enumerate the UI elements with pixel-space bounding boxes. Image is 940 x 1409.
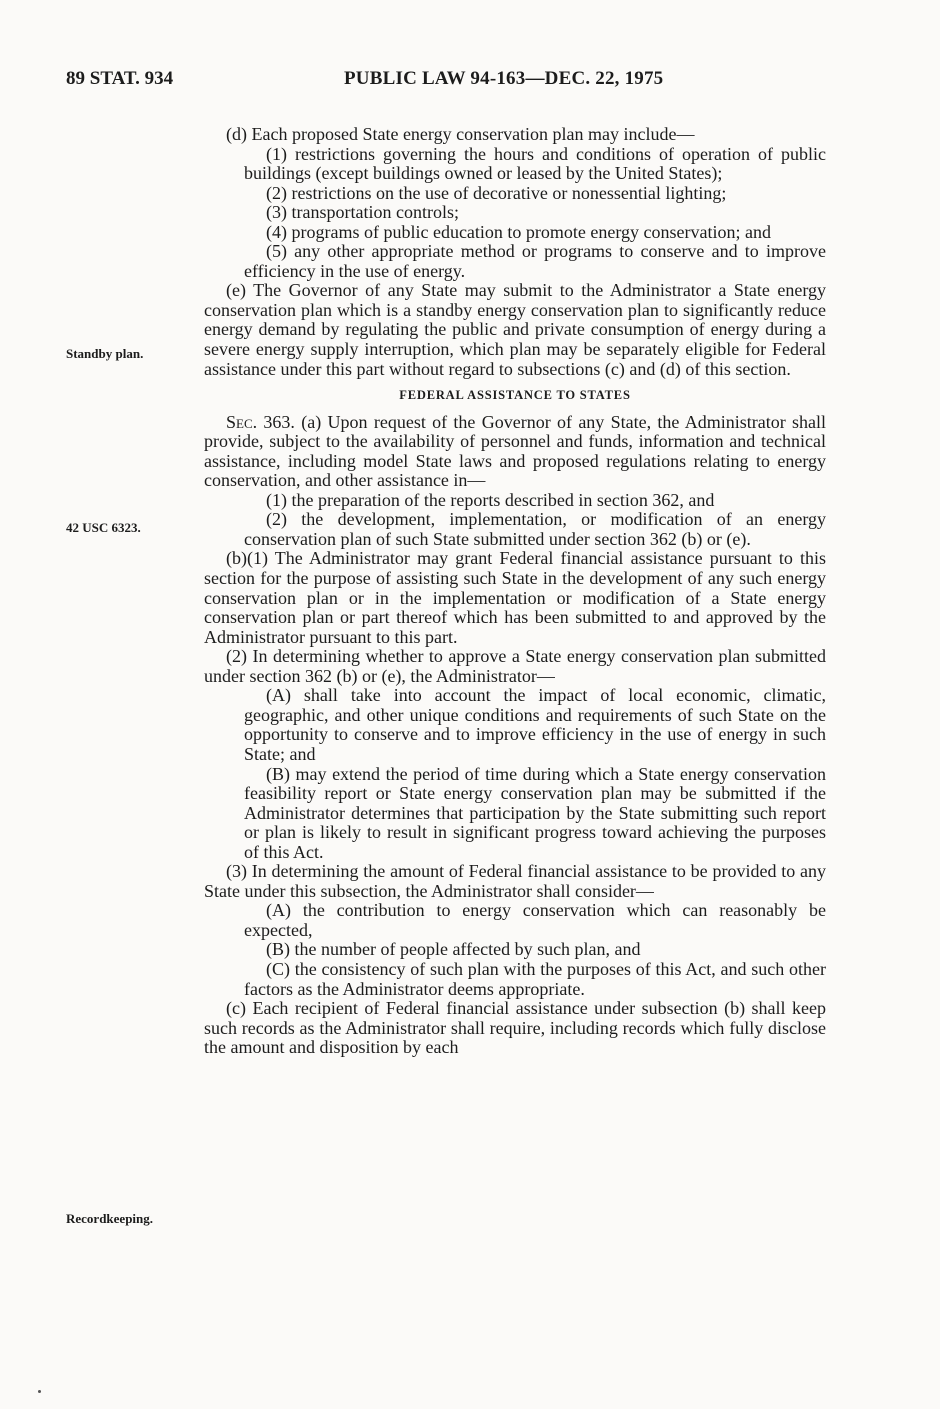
paragraph-d2: (2) restrictions on the use of decorative or nonessential lighting; (266, 182, 727, 203)
margin-note-recordkeeping: Recordkeeping. (66, 1211, 154, 1226)
subparagraph-b2a: (A) shall take into account the impact of local economic, climatic, geographic, and other unique conditions and requirements of such State on the opportunity to conserve and to improve efficiency in the use of energy in such State; and (244, 685, 826, 764)
paragraph-d4: (4) programs of public education to promote energy conservation; and (266, 221, 772, 242)
section-heading: FEDERAL ASSISTANCE TO STATES (399, 388, 631, 403)
subsection-b3: (3) In determining the amount of Federal financial assistance to be provided to any State under this subsection, the Administrator shall consider— (204, 861, 826, 901)
stray-mark (38, 1390, 41, 1393)
paragraph-d3: (3) transportation controls; (266, 202, 459, 223)
statute-body (204, 125, 826, 1058)
running-title: PUBLIC LAW 94-163—DEC. 22, 1975 (344, 68, 664, 89)
paragraph-a1: (1) the preparation of the reports described in section 362, and (266, 489, 715, 510)
subparagraph-b2b: (B) may extend the period of time during which a State energy conservation feasibility report or State energy conservation plan may be submitted if the Administrator determines that participation by the State submitting such report or plan is likely to result in significant progress toward achieving the purposes of this Act. (244, 763, 826, 862)
subparagraph-b3b: (B) the number of people affected by such plan, and (266, 939, 641, 960)
subsection-a-text: (a) Upon request of the Governor of any State, the Administrator shall provide, subject to the availability of personnel and funds, information and technical assistance, including model State laws and proposed regulations relating to energy conservation, and other assistance in— (204, 411, 827, 491)
subsection-b1: (b)(1) The Administrator may grant Federal financial assistance pursuant to this section for the purpose of assisting such State in the development of any such energy conservation plan or in the implementation or modification of a State energy conservation plan or part thereof which has been submitted to and approved by the Administrator pursuant to this part. (204, 548, 826, 647)
paragraph-d5: (5) any other appropriate method or programs to conserve and to improve efficiency in the use of energy. (244, 241, 826, 281)
subsection-d-intro: (d) Each proposed State energy conservation plan may include— (226, 124, 695, 144)
subsection-b2: (2) In determining whether to approve a State energy conservation plan submitted under section 362 (b) or (e), the Administrator— (204, 646, 826, 686)
margin-note-standby-plan: Standby plan. (66, 346, 144, 361)
paragraph-d1: (1) restrictions governing the hours and conditions of operation of public buildings (except buildings owned or leased by the United States); (244, 143, 826, 184)
subparagraph-b3c: (C) the consistency of such plan with the purposes of this Act, and such other factors as the Administrator deems appropriate. (244, 958, 826, 999)
margin-note-usc-citation: 42 USC 6323. (66, 520, 141, 535)
page-header (0, 62, 940, 92)
subsection-c: (c) Each recipient of Federal financial assistance under subsection (b) shall keep such records as the Administrator shall require, including records which fully disclose the amount and disposition by each (204, 998, 826, 1058)
section-label: Sec. 363. (226, 411, 295, 432)
subparagraph-b3a: (A) the contribution to energy conservation which can reasonably be expected, (244, 900, 826, 940)
paragraph-a2: (2) the development, implementation, or modification of an energy conservation plan of such State submitted under section 362 (b) or (e). (244, 509, 826, 549)
subsection-a (204, 413, 826, 491)
subsection-e: (e) The Governor of any State may submit to the Administrator a State energy conservation plan which is a standby energy conservation plan to significantly reduce energy demand by regulating the public and private consumption of energy during a severe energy supply interruption, which plan may be separately eligible for Federal assistance under this part without regard to subsections (c) and (d) of this section. (204, 280, 826, 379)
page-reference: 89 STAT. 934 (66, 68, 174, 89)
